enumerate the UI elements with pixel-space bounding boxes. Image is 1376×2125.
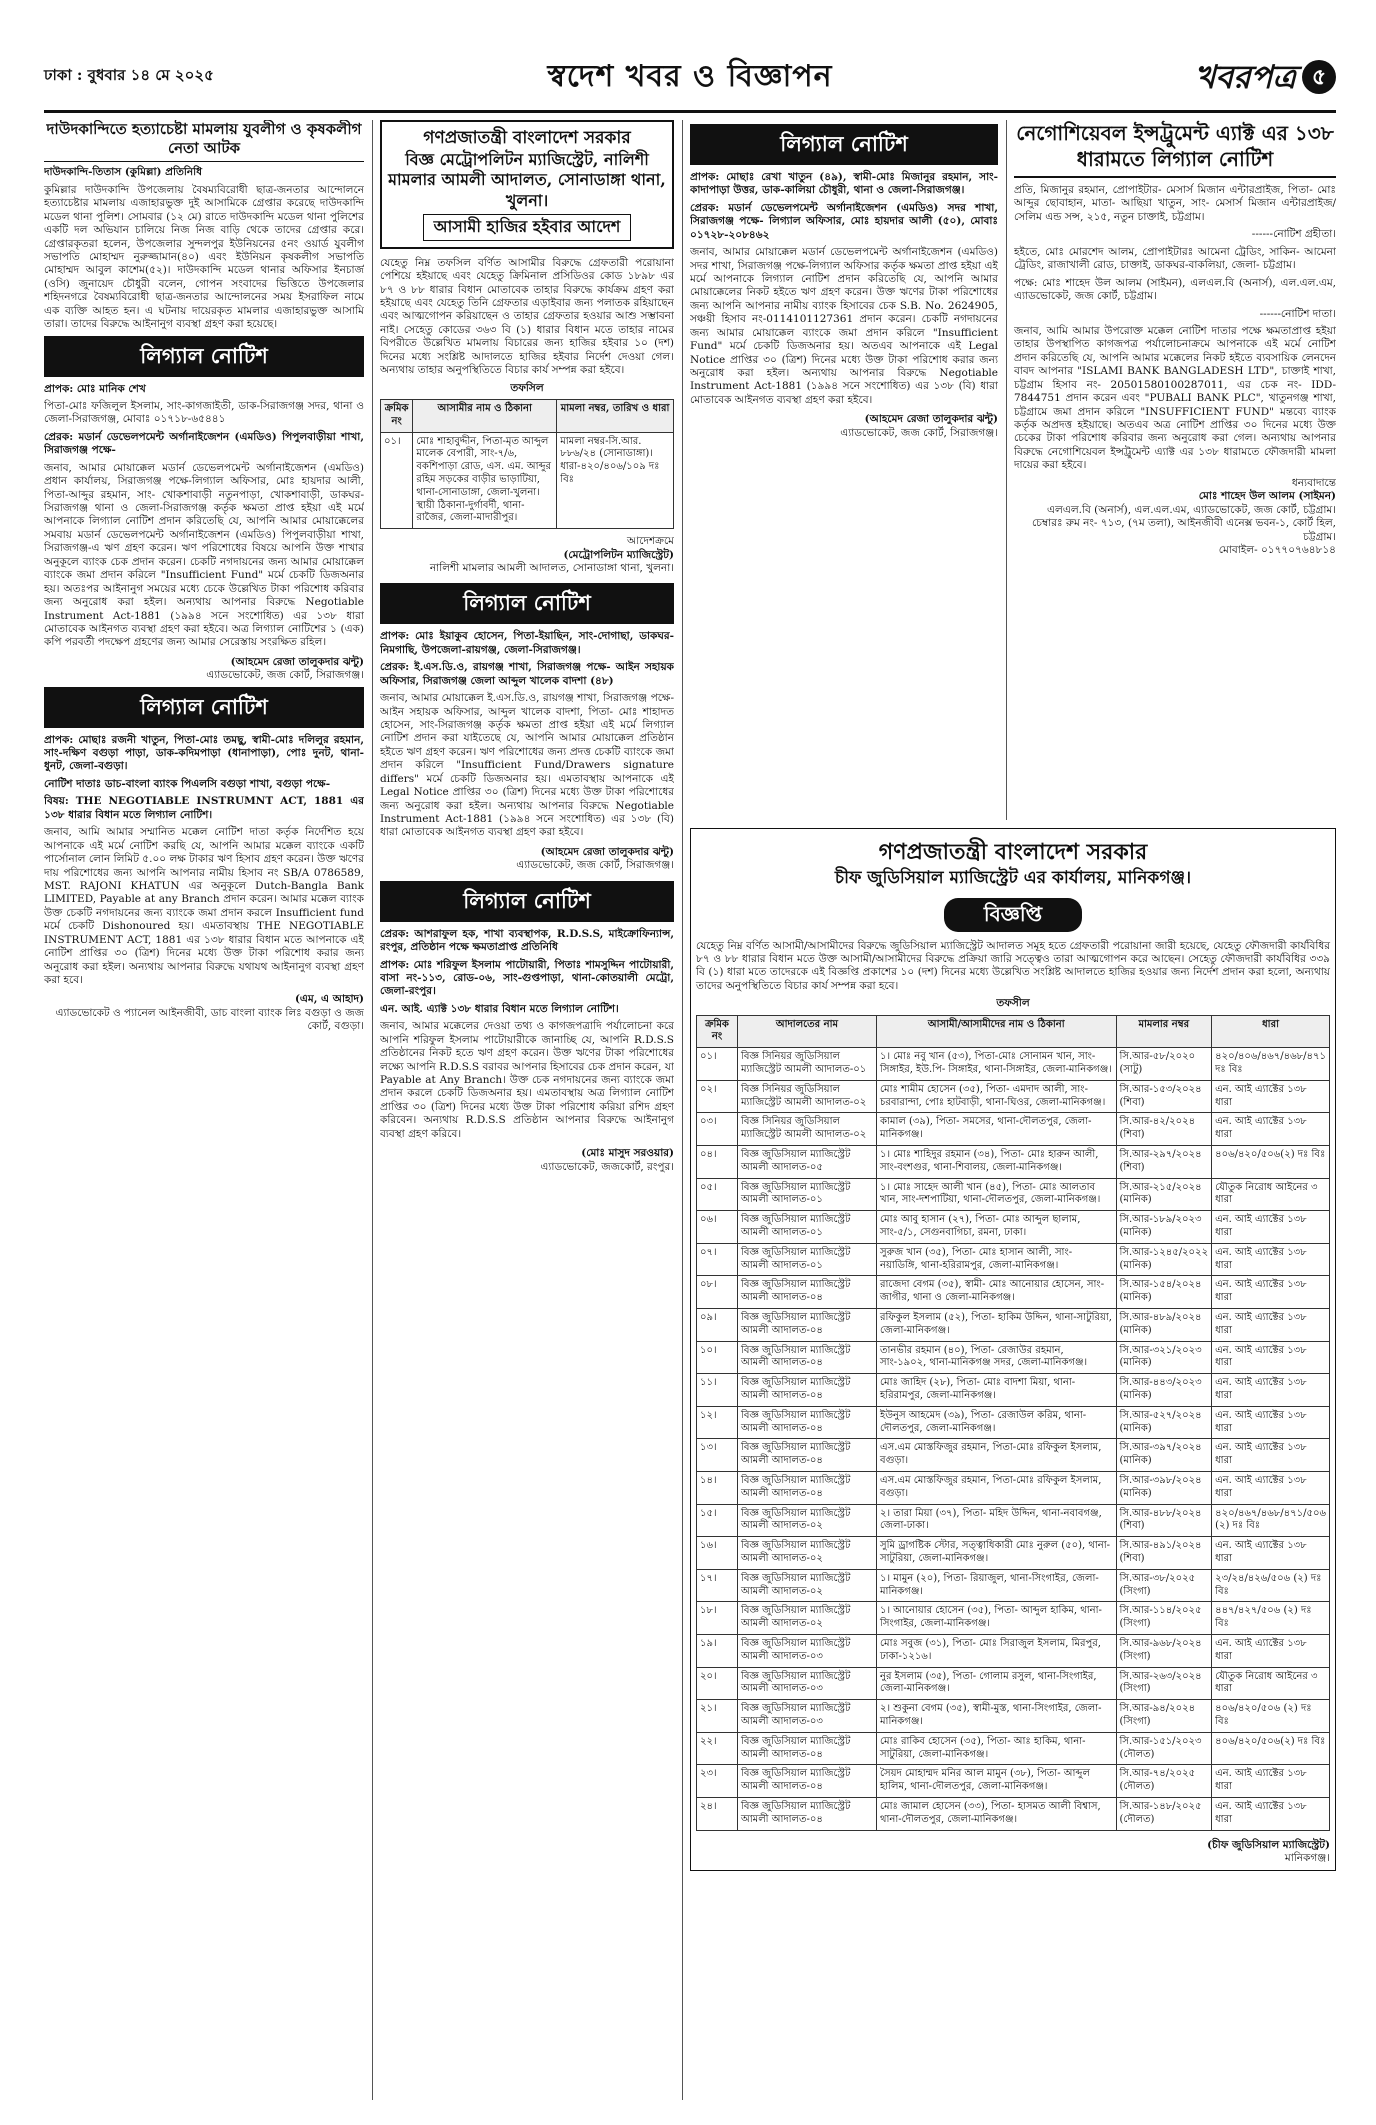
table-cell: বিজ্ঞ জুডিসিয়াল ম্যাজিস্ট্রেট আমলী আদালত-০৪ [738,1797,877,1830]
notice-body: জনাব, আমার মোয়াক্কেল মডার্ন ডেভেলপমেন্ট অর্গানাইজেশন (এমডিও) সদর শাখা, সিরাজগঞ্জ পক্ষে-লিগ্যাল অফিসার কর্তৃক ক্ষমতা প্রাপ্ত হইয়া এই মর্মে আপনাকে লিগ্যাল নোটিশ প্রদান করিতেছি যে, আপনি আমার মোয়াক্কেলের নিকট হইতে ঋণ গ্রহণ করেন। উক্ত ঋণের টাকা পরিশোধের জন্য আপনি আপনার নামীয় ব্যাংক হিসাবের চেক S.B. No. 2624905, সঞ্চয়ী হিসাব নং-0114101127361 প্রদান করেন। চেকটি নগদায়নের জন্য আমার মোয়াক্কেল ব্যাংকে জমা প্রদান করিলে "Insufficient Fund" মর্মে চেকটি ডিজঅনার হয়। অতএব আপনাকে এই Legal Notice প্রাপ্তির ৩০ (ত্রিশ) দিনের মধ্যে উক্ত টাকা পরিশোধ করার জন্য অনুরোধ করা হইল। অন্যথায় আপনার বিরুদ্ধে Negotiable Instrument Act-1881 (১৯৯৪ সনে সংশোধিত) এর ১৩৮ (বি) ধারা মোতাবেক আইনগত ব্যবস্থা গ্রহণ করা হইবে। [690,246,998,406]
notice-recipient: প্রাপক: মোঃ শরিফুল ইসলাম পাটোয়ারী, পিতাঃ শামসুদ্দিন পাটোয়ারী, বাসা নং-১১৩, রোড-০৬, সাং-গুপ্তপাড়া, থানা-কোতয়ালী মেট্রো, জেলা-রংপুর। [380,958,674,998]
table-cell: ৪০৬/৪২০/৫০৬ (২) দঃ বিঃ [1212,1700,1330,1733]
notice-pill: বিজ্ঞপ্তি [944,898,1082,932]
table-cell: বিজ্ঞ জুডিসিয়াল ম্যাজিস্ট্রেট আমলী আদালত-০৪ [738,1765,877,1798]
table-cell: ২৩। [697,1765,738,1798]
table-cell: সুমি ড্রাগষ্টিক স্টোর, সত্ত্বাধিকারী মোঃ নুরুল (৫০), থানা-সাটুরিয়া, জেলা-মানিকগঞ্জ। [877,1537,1117,1570]
legal-notice [44,687,364,1034]
table-cell: বিজ্ঞ জুডিসিয়াল ম্যাজিস্ট্রেট আমলী আদালত-০৪ [738,1309,877,1342]
table-cell: এন. আই এ্যাক্টের ১৩৮ ধারা [1212,1276,1330,1309]
table-cell: ০৫। [697,1178,738,1211]
table-header-row [697,1015,1330,1048]
table-cell: সি.আর-৪৮৯/২০২৪ (মানিক) [1116,1309,1212,1342]
table-row [697,1374,1330,1407]
table-cell: ০১। [697,1048,738,1081]
table-cell: যৌতুক নিরোধ আইনের ৩ ধারা [1212,1178,1330,1211]
table-row [697,1048,1330,1081]
table-cell: রফিকুল ইসলাম (৫২), পিতা- হাকিম উদ্দিন, থানা-সাটুরিয়া, জেলা-মানিকগঞ্জ। [877,1309,1117,1342]
table-cell: ৪০৬/৪২০/৫০৬(২) দঃ বিঃ [1212,1146,1330,1179]
table-cell: ১৬। [697,1537,738,1570]
gov-sign-3: নালিশী মামলার আমলী আদালত, সোনাডাঙ্গা থানা, খুলনা। [429,562,674,575]
table-cell: ২৪। [697,1797,738,1830]
table-cell: সি.আর-১১৪/২০২৫ (সিংগা) [1116,1602,1212,1635]
table-cell: সি.আর-২৯৭/২০২৪ (শিবা) [1116,1146,1212,1179]
table-cell: ১। মোঃ নবু খান (৫৩), পিতা-মোঃ সোনামন খান, সাং- সিঙ্গাইর, ইউ.পি- সিঙ্গাইর, থানা-সিঙ্গাইর, জেলা-মানিকগঞ্জ। [877,1048,1117,1081]
notice-subject: বিষয়: THE NEGOTIABLE INSTRUMNT ACT, 1881 এর ১৩৮ ধারার বিধান মতে লিগ্যাল নোটিশ। [44,795,364,821]
notice-signature-sub: এ্যাডভোকেট, জজকোর্ট, রংপুর। [540,1160,674,1173]
table-row [697,1765,1330,1798]
notice-banner: লিগ্যাল নোটিশ [380,583,674,624]
section-title: স্বদেশ খবর ও বিজ্ঞাপন [547,59,833,94]
table-cell: ০৪। [697,1146,738,1179]
table-cell: সি.আর-১৫৪/২০২৪ (মানিক) [1116,1276,1212,1309]
table-row [697,1211,1330,1244]
notice-via: পক্ষে: মোঃ শাহেদ উল আলম (সাইমন), এলএল.বি (অনার্স), এল.এল.এম, এ্যাডভোকেট, জজ কোর্ট, চট্টগ্রাম। [1014,276,1336,303]
court-sign-1: (চীফ জুডিসিয়াল ম্যাজিস্ট্রেট) [1207,1838,1330,1851]
table-cell: এন. আই এ্যাক্টের ১৩৮ ধারা [1212,1113,1330,1146]
table-cell: ০৮। [697,1276,738,1309]
table-cell: ০২। [697,1080,738,1113]
court-table [696,1015,1330,1831]
table-cell: সি.আর-৫৮/২০২০ (সাটু) [1116,1048,1212,1081]
table-cell: মামলা নম্বর-সি.আর. ৮৮৬/২৪ (সোনাডাঙ্গা)। ধারা-৪২০/৪০৬/১০৯ দঃ বিঃ [557,432,674,529]
court-notice [690,828,1336,2100]
table-cell: বিজ্ঞ জুডিসিয়াল ম্যাজিস্ট্রেট আমলী আদালত-০৪ [738,1406,877,1439]
notice-body: জনাব, আমার মোয়াক্কেল ই.এস.ডি.ও, রায়গঞ্জ শাখা, সিরাজগঞ্জ পক্ষে- আইন সহায়ক অফিসার, আব্দুল খালেক বাদশা, পিতা- মোঃ শাহাদত হোসেন, সাং-সিরাজগঞ্জ কর্তৃক ক্ষমতা প্রাপ্ত হইয়া এই মর্মে লিগ্যাল নোটিশ প্রদান করা যাইতেছে যে, আপনি আমার মোয়াক্কেল প্রতিষ্ঠান হইতে ঋণ গ্রহণ করেন। ঋণ পরিশোধের জন্য প্রদত্ত চেকটি ব্যাংকে জমা প্রদান করিলে "Insufficient Fund/Drawers signature differs" মর্মে চেকটি ডিজঅনার হয়। এমতাবস্থায় আপনাকে এই Legal Notice প্রাপ্তির ৩০ (ত্রিশ) দিনের মধ্যে উক্ত টাকা পরিশোধের জন্য অনুরোধ করা হইল। অন্যথায় আপনার বিরুদ্ধে Negotiable Instrument Act-1881 (১৯৯৪ সনে সংশোধিত) এর ১৩৮ (বি) ধারা মোতাবেক আইনগত ব্যবস্থা গ্রহণ করা হইবে। [380,692,674,839]
table-cell: বিজ্ঞ সিনিয়র জুডিসিয়াল ম্যাজিস্ট্রেট আমলী আদালত-০২ [738,1080,877,1113]
table-cell: এন. আই এ্যাক্টের ১৩৮ ধারা [1212,1211,1330,1244]
table-row [697,1080,1330,1113]
signature-4: চেম্বারঃ রুম নং- ৭১৩, (৭ম তলা), আইনজীবী এনেক্স ভবন-১, কোর্ট হিল, চট্টগ্রাম। [1032,517,1336,543]
notice-body: জনাব, আমার মোয়াক্কেল মডার্ন ডেভেলপমেন্ট অর্গানাইজেশন (এমডিও) প্রধান কার্যালয়, সিরাজগঞ্জ পক্ষে-লিগ্যাল অফিসার, মোঃ হায়দার আলী, পিতা-আব্দুর রহমান, সাং- খোকশাবাড়ী নতুনপাড়া, খোকশাবাড়ী, ডাকঘর-সিরাজগঞ্জ থানা ও জেলা-সিরাজগঞ্জ কর্তৃক ক্ষমতা প্রাপ্ত হইয়া এই মর্মে আপনাকে লিগ্যাল নোটিশ প্রদান করিতেছি যে, আপনি আমার মোয়াক্কেলের সমবায় মডার্ন ডেভেলপমেন্ট অর্গানাইজেশন (এমডিও) পিপুলবাড়ীয়া শাখা, সিরাজগঞ্জ-এ ঋণ গ্রহণ করেন। ঋণ পরিশোধের বিষয়ে আপনি উক্ত শাখার অনুকূলে ব্যাংক চেক প্রদান করেন। চেকটি নগদায়নের জন্য আমার মোয়াক্কেল ব্যাংকে জমা প্রদান করিলে "Insufficient Fund" মর্মে চেকটি ডিজঅনার হয়। অতঃপর আইনানুগ সময়ের মধ্যে চেকে উল্লেখিত টাকা পরিশোধ করিবার জন্য অনুরোধ করা হইল। অন্যথায় আপনার বিরুদ্ধে Negotiable Instrument Act-1881 (১৯৯৪ সনে সংশোধিত) এর ১৩৮ ধারা মোতাবেক আইনগত ব্যবস্থা গ্রহণ করা হইবে। অত্র লিগ্যাল নোটিশের ১ (এক) কপি পরবর্তী পদক্ষেপ গ্রহণের জন্য আমার সেরেস্তায় সংরক্ষিত রহিল। [44,461,364,649]
gov-title: গণপ্রজাতন্ত্রী বাংলাদেশ সরকার [423,128,631,148]
table-cell: কামাল (৩৯), পিতা- সমসের, থানা-দৌলতপুর, জেলা-মানিকগঞ্জ। [877,1113,1117,1146]
table-cell: বিজ্ঞ জুডিসিয়াল ম্যাজিস্ট্রেট আমলী আদালত-০৩ [738,1634,877,1667]
signature-2: মোঃ শাহেদ উল আলম (সাইমন) [1198,490,1336,503]
table-row [697,1276,1330,1309]
court-office: চীফ জুডিসিয়াল ম্যাজিস্ট্রেট এর কার্যালয়, মানিকগঞ্জ। [834,868,1192,889]
table-cell: সি.আর-৩৯৮/২০২৪ (মানিক) [1116,1472,1212,1505]
paper-logo [1194,54,1336,95]
court-name: বিজ্ঞ মেট্রোপলিটন ম্যাজিস্ট্রেট, নালিশী মামলার আমলী আদালত, সোনাডাঙ্গা থানা, খুলনা। [388,149,666,210]
schedule-table [380,399,674,529]
notice-sender: প্রেরক: আশরাফুল হক, শাখা ব্যবস্থাপক, R.D.S.S, মাইক্রোফিন্যান্স, রংপুর, প্রতিষ্ঠান পক্ষে ক্ষমতাপ্রাপ্ত প্রতিনিধি [380,927,674,954]
notice-body: জনাব, আমি আমার উপরোক্ত মক্কেল নোটিশ দাতার পক্ষে ক্ষমতাপ্রাপ্ত হইয়া তাহার উপস্থাপিত কাগজপত্র পর্যালোচনাক্রমে আপনাকে এই মর্মে নোটিশ প্রদান করিতেছি যে, আপনি আমার মক্কেলের নিকট হইতে ব্যবসায়িক লেনদেন বাবদ আপনার "ISLAMI BANK BANGLADESH LTD", চাক্তাই শাখা, চট্টগ্রাম হিসাব নং- 20501580100287011, এর চেক নং- IDD-7844751 প্রদান করেন এবং "PUBALI BANK PLC", খাতুনগঞ্জ শাখা, চট্টগ্রামে জমা প্রদান করিলে "INSUFFICIENT FUND" মন্তব্যে ব্যাংক কর্তৃক অপ্রদত্ত হইয়াছে। অতএব অত্র নোটিশ প্রাপ্তির ৩০ দিনের মধ্যে উক্ত চেকের টাকা পরিশোধ করিবার জন্য অনুরোধ করা গেল। অন্যথায় আপনার বিরুদ্ধে নেগোশিয়েবল ইন্সট্রুমেন্ট এ্যাক্ট এর ১৩৮ ধারামতে ফৌজদারী মামলা দায়ের করা হইবে। [1014,324,1336,472]
column-header: ধারা [1212,1015,1330,1048]
table-cell: মোঃ জাহিদ (২৮), পিতা- মোঃ বাদশা মিয়া, থানা-হরিরামপুর, জেলা-মানিকগঞ্জ। [877,1374,1117,1407]
legal-notice [44,336,364,683]
signature-5: মোবাইল- ০১৭৭০৭৬৪৮১৪ [1218,543,1336,556]
column-divider [372,120,373,2100]
table-cell: সি.আর-৩২১/২০২৩ (মানিক) [1116,1341,1212,1374]
court-sign-2: মানিকগঞ্জ। [1284,1851,1330,1864]
notice-to: প্রতি, মিজানুর রহমান, প্রোপাইটার- মেসার্স মিজান এন্টারপ্রাইজ, পিতা- মোঃ আব্দুর ছোবাহান, মাতা- আছিয়া খাতুন, সাং- মেসার্স মিজান এন্টারপ্রাইজ/সেলিম এন্ড সন্স, ২১৫, নতুন চাক্তাই, চট্টগ্রাম। [1014,184,1336,223]
table-cell: বিজ্ঞ জুডিসিয়াল ম্যাজিস্ট্রেট আমলী আদালত-০১ [738,1211,877,1244]
table-cell: ০৭। [697,1243,738,1276]
table-row [697,1439,1330,1472]
table-cell: ১৪। [697,1472,738,1505]
notice-signature-sub: এ্যাডভোকেট, জজ কোর্ট, সিরাজগঞ্জ। [516,859,674,872]
table-cell: এন. আই এ্যাক্টের ১৩৮ ধারা [1212,1797,1330,1830]
table-row [697,1667,1330,1700]
table-cell: বিজ্ঞ জুডিসিয়াল ম্যাজিস্ট্রেট আমলী আদালত-০৪ [738,1439,877,1472]
table-row [697,1537,1330,1570]
signature-1: ধন্যবাদান্তে [1291,476,1336,489]
table-cell: মোঃ আবু হাসান (২৭), পিতা- মোঃ আব্দুল ছালাম, সাং-৫/১, সেগুনবাগিচা, রমনা, ঢাকা। [877,1211,1117,1244]
paper-name: খবরপত্র [1194,57,1296,96]
court-gov-title: গণপ্রজাতন্ত্রী বাংলাদেশ সরকার [878,839,1148,865]
notice-signature-sub: এ্যাডভোকেট, জজ কোর্ট, সিরাজগঞ্জ। [206,669,364,682]
column-4 [1014,120,1336,820]
column-header: মামলার নম্বর [1116,1015,1212,1048]
notice-signature: (এম, এ আহাদ) [294,993,364,1006]
table-cell: সি.আর-৩৯৭/২০২৪ (মানিক) [1116,1439,1212,1472]
table-cell: এস.এম মোস্তফিজুর রহমান, পিতা-মোঃ রফিকুল ইসলাম, বগুড়া। [877,1472,1117,1505]
table-cell: ১৩। [697,1439,738,1472]
table-cell: এন. আই এ্যাক্টের ১৩৮ ধারা [1212,1243,1330,1276]
column-2 [380,120,674,2100]
table-cell: সি.আর-২৬৩/২০২৪ (সিংগা) [1116,1667,1212,1700]
table-cell: মোঃ শাহাবুদ্দীন, পিতা-মৃত আব্দুল মালেক বেপারী, সাং-৭/৬, বকশিপাড়া রোড, এস. এম. আব্দুর রহিম সড়কের বাড়ীর ভাড়াটিয়া, থানা-সোনাডাঙ্গা, জেলা-খুলনা। স্থায়ী ঠিকানা-দুর্গাবর্দী, থানা-রাজৈর, জেলা-মাদারীপুর। [413,432,557,529]
table-cell: ১৮। [697,1602,738,1635]
notice-banner: লিগ্যাল নোটিশ [690,124,998,165]
table-cell: সি.আর-১২৪৫/২০২২ (মানিক) [1116,1243,1212,1276]
order-title: আসামী হাজির হইবার আদেশ [423,214,632,240]
table-row [697,1406,1330,1439]
table-cell: ২১। [697,1700,738,1733]
table-cell: সি.আর-৯৪/২০২৪ (সিংগা) [1116,1700,1212,1733]
table-cell: তানভীর রহমান (৪০), পিতা- রেজাউর রহমান, সাং-১৯০২, থানা-মানিকগঞ্জ সদর, জেলা-মানিকগঞ্জ। [877,1341,1117,1374]
table-cell: ১৯। [697,1634,738,1667]
table-cell: রাজেদা বেগম (৩৫), স্বামী- মোঃ আনোয়ার হোসেন, সাং- জাগীর, থানা ও জেলা-মানিকগঞ্জ। [877,1276,1117,1309]
table-cell: যৌতুক নিরোধ আইনের ৩ ধারা [1212,1667,1330,1700]
table-cell: ১২। [697,1406,738,1439]
table-cell: মোঃ সবুজ (৩১), পিতা- মোঃ সিরাজুল ইসলাম, মিরপুর, ঢাকা-১২১৬। [877,1634,1117,1667]
table-cell: বিজ্ঞ জুডিসিয়াল ম্যাজিস্ট্রেট আমলী আদালত-০৪ [738,1732,877,1765]
notice-signature-sub: এ্যাডভোকেট, জজ কোর্ট, সিরাজগঞ্জ। [840,426,998,439]
legal-notice [380,881,674,1174]
table-cell: সি.আর-১৮৯/২০২৩ (মানিক) [1116,1211,1212,1244]
table-cell: বিজ্ঞ সিনিয়র জুডিসিয়াল ম্যাজিস্ট্রেট আমলী আদালত-০২ [738,1113,877,1146]
notice-signature: (মোঃ মাসুদ সরওয়ার) [581,1147,674,1160]
table-cell: এন. আই এ্যাক্টের ১৩৮ ধারা [1212,1309,1330,1342]
notice-banner: লিগ্যাল নোটিশ [380,881,674,922]
notice-recipient: প্রাপক: মোঃ ইয়াকুব হোসেন, পিতা-ইয়াছিন, সাং-দোগাছা, ডাকঘর-নিমগাছি, উপজেলা-রায়গঞ্জ, জেলা-সিরাজগঞ্জ। [380,630,674,656]
table-row [697,1341,1330,1374]
table-cell: সুরুজ খান (৩৫), পিতা- মোঃ হাসান আলী, সাং- নয়াডিঙ্গি, থানা-হরিরামপুর, জেলা-মানিকগঞ্জ। [877,1243,1117,1276]
table-row [697,1146,1330,1179]
table-cell: বিজ্ঞ জুডিসিয়াল ম্যাজিস্ট্রেট আমলী আদালত-০২ [738,1602,877,1635]
table-cell: ১০। [697,1341,738,1374]
notice-from: হইতে, মোঃ মোরশেদ আলম, প্রোপাইটারঃ আমেনা ট্রেডিং, সাকিন- আমেনা ট্রেডিং, রাজাখালী রোড, চাক্তাই, ডাকঘর-বাকলিয়া, জেলা- চট্টগ্রাম। [1014,245,1336,272]
masthead [44,52,1336,113]
notice-address: পিতা-মোঃ ফজিলুল ইসলাম, সাং-কাগজাইতী, ডাক-সিরাজগঞ্জ সদর, থানা ও জেলা-সিরাজগঞ্জ, মোবাঃ ০১৭১৮-৬৫৪৪১ [44,399,364,426]
schedule-title: তফসীল [996,997,1030,1010]
table-cell: মোঃ রাকিব হোসেন (৩৫), পিতা- আঃ হাকিম, থানা-সাটুরিয়া, জেলা-মানিকগঞ্জ। [877,1732,1117,1765]
table-cell: এন. আই এ্যাক্টের ১৩৮ ধারা [1212,1080,1330,1113]
table-row [697,1309,1330,1342]
table-row [697,1504,1330,1537]
column-divider [1006,120,1007,820]
notice-recipient: প্রাপক: মোঃ মানিক শেখ [44,382,146,395]
table-cell: এন. আই এ্যাক্টের ১৩৮ ধারা [1212,1341,1330,1374]
news-headline: দাউদকান্দিতে হত্যাচেষ্টা মামলায় যুবলীগ ও কৃষকলীগ নেতা আটক [44,120,364,162]
notice-sender: প্রেরক: মডার্ন ডেভেলপমেন্ট অর্গানাইজেশন (এমডিও) সদর শাখা, সিরাজগঞ্জ পক্ষে- লিগ্যাল অফিসার, মোঃ হায়দার আলী (৫০), মোবাঃ ০১৭২৮-২০৮৪৬২ [690,201,998,241]
table-cell: সি.আর-৯৬৮/২০২৪ (সিংগা) [1116,1634,1212,1667]
table-cell: নুর ইসলাম (৩৫), পিতা- গোলাম রসুল, থানা-সিংগাইর, জেলা-মানিকগঞ্জ। [877,1667,1117,1700]
table-cell: ৪২০/৪০৬/৪৬৭/৪৬৮/৪৭১ দঃ বিঃ [1212,1048,1330,1081]
table-cell: এন. আই এ্যাক্টের ১৩৮ ধারা [1212,1406,1330,1439]
table-cell: ১। মামুন (২০), পিতা- রিয়াজুল, থানা-সিংগাইর, জেলা-মানিকগঞ্জ। [877,1569,1117,1602]
table-cell: ২২। [697,1732,738,1765]
table-cell: বিজ্ঞ জুডিসিয়াল ম্যাজিস্ট্রেট আমলী আদালত-০২ [738,1537,877,1570]
table-row [697,1602,1330,1635]
gov-sign-2: (মেট্রোপলিটন ম্যাজিস্ট্রেট) [563,548,674,561]
notice-signature: (আহমেদ রেজা তালুকদার ঝন্টু) [864,413,998,426]
table-cell: বিজ্ঞ জুডিসিয়াল ম্যাজিস্ট্রেট আমলী আদালত-০৪ [738,1472,877,1505]
table-cell: ২। তারা মিয়া (৩৭), পিতা- মহিদ উদ্দিন, থানা-নবাবগঞ্জ, জেলা-ঢাকা। [877,1504,1117,1537]
signature-3: এলএল.বি (অনার্স), এল.এল.এম, এ্যাডভোকেট, জজ কোর্ট, চট্টগ্রাম। [1047,503,1336,516]
table-cell: ২। শুকুনা বেগম (৩৫), স্বামী-মুস্ত, থানা-সিংগাইর, জেলা-মানিকগঞ্জ। [877,1700,1117,1733]
column-header: ক্রমিক নং [381,400,413,433]
table-row [697,1472,1330,1505]
notice-banner: লিগ্যাল নোটিশ [44,687,364,728]
table-row [381,432,674,529]
table-cell: বিজ্ঞ জুডিসিয়াল ম্যাজিস্ট্রেট আমলী আদালত-০৪ [738,1276,877,1309]
table-cell: বিজ্ঞ জুডিসিয়াল ম্যাজিস্ট্রেট আমলী আদালত-০৫ [738,1146,877,1179]
table-cell: ১৫। [697,1504,738,1537]
notice-subject: এন. আই. এ্যাক্ট ১৩৮ ধারার বিধান মতে লিগ্যাল নোটিশ। [380,1002,619,1015]
table-cell: বিজ্ঞ জুডিসিয়াল ম্যাজিস্ট্রেট আমলী আদালত-০১ [738,1178,877,1211]
table-cell: ০৩। [697,1113,738,1146]
table-cell: বিজ্ঞ জুডিসিয়াল ম্যাজিস্ট্রেট আমলী আদালত-০৩ [738,1700,877,1733]
table-cell: সি.আর-১৪৮/২০২৫ (দৌলত) [1116,1797,1212,1830]
news-dateline: দাউদকান্দি-তিতাস (কুমিল্লা) প্রতিনিধি [44,166,202,179]
column-1 [44,120,364,2100]
table-cell: ১। মোঃ সাহেদ আলী খান (৪৫), পিতা- মোঃ আলতাব খান, সাং-দশপাটিয়া, থানা-দৌলতপুর, জেলা-মানিকগঞ্জ। [877,1178,1117,1211]
table-cell: এন. আই এ্যাক্টের ১৩৮ ধারা [1212,1472,1330,1505]
table-cell: এন. আই এ্যাক্টের ১৩৮ ধারা [1212,1634,1330,1667]
table-row [697,1113,1330,1146]
news-body: কুমিল্লার দাউদকান্দি উপজেলায় বৈষম্যবিরোধী ছাত্র-জনতার আন্দোলনে হত্যাচেষ্টার মামলায় এজাহারভুক্ত দুই আসামিকে গ্রেপ্তার করেছে দাউদকান্দি মডেল থানা পুলিশ। সোমবার (১২ মে) রাতে দাউদকান্দি মডেল থানা পুলিশের একটি দল অভিযান চালিয়ে নিজ নিজ বাড়ি থেকে তাদের গ্রেপ্তার করে। গ্রেপ্তারকৃতরা হলেন, উপজেলার সুন্দলপুর ইউনিয়নের ৫নং ওয়ার্ড যুবলীগ সভাপতি মোহাম্মদ নুরুজ্জামান(৪০) এবং ইউনিয়ন কৃষকলীগ সভাপতি মোহাম্মদ আবুল কাশেম(৫২)। দাউদকান্দি মডেল থানার অফিসার ইনচার্জ (ওসি) জুনায়েদ চৌধুরী বলেন, গোপন সংবাদের ভিত্তিতে উপজেলার শহিদনগরে বৈষম্যবিরোধী ছাত্র-জনতার আন্দোলনের সময় ইসরাফিল নামে এক ব্যক্তি আহত হন। এ ঘটনায় দায়েরকৃত মামলার এজাহারভুক্ত আসামি তারা। তাদের বিরুদ্ধে আইনানুগ ব্যবস্থা গ্রহণ করা হয়েছে। [44,183,364,331]
notice-recipient: প্রাপক: মোছাঃ রেখা খাতুন (৪৯), স্বামী-মোঃ মিজানুর রহমান, সাং-কাদাপাড়া উত্তর, ডাক-কালিয়া চৌধুরী, থানা ও জেলা-সিরাজগঞ্জ। [690,170,998,197]
table-cell: ১৭। [697,1569,738,1602]
table-cell: মোঃ জামাল হোসেন (৩৩), পিতা- হাসমত আলী বিশ্বাস, থানা-দৌলতপুর, জেলা-মানিকগঞ্জ। [877,1797,1117,1830]
page-number: ৫ [1302,60,1336,94]
table-cell: সৈয়দ মোহাম্মদ মনির আল মামুন (৩৮), পিতা- আব্দুল হালিম, থানা-দৌলতপুর, জেলা-মানিকগঞ্জ। [877,1765,1117,1798]
notice-to-tag: ------নোটিশ গ্রহীতা। [1251,228,1336,241]
table-cell: বিজ্ঞ জুডিসিয়াল ম্যাজিস্ট্রেট আমলী আদালত-০৪ [738,1374,877,1407]
notice-sender: প্রেরক: ই.এস.ডি.ও, রায়গঞ্জ শাখা, সিরাজগঞ্জ পক্ষে- আইন সহায়ক অফিসার, সিরাজগঞ্জ জেলা আব্দুল খালেক বাদশা (৪৮) [380,661,674,687]
table-row [697,1700,1330,1733]
table-cell: ৪৪৭/৪২৭/৫০৬ (২) দঃ বিঃ [1212,1602,1330,1635]
column-header: আদালতের নাম [738,1015,877,1048]
table-cell: মোঃ শামীম হোসেন (৩৫), পিতা- এমদাদ আলী, সাং- চরবারান্দা, পোঃ হাটবাড়ী, থানা-ঘিওর, জেলা-মানিকগঞ্জ। [877,1080,1117,1113]
notice-recipient: প্রাপক: মোছাঃ রজনী খাতুন, পিতা-মোঃ তমছু, স্বামী-মোঃ দলিলুর রহমান, সাং-দক্ষিণ বগুড়া পাড়া, ডাক-কদিমপাড়া (ধানাপাড়া), পোঃ দুনট, থানা-ধুনট, জেলা-বগুড়া। [44,733,364,773]
table-header-row [381,400,674,433]
gov-notice-body: যেহেতু নিম্ন তফসিল বর্ণিত আসামীর বিরুদ্ধে গ্রেফতারী পরোয়ানা পেশিয়ে হইয়াছে এবং যেহেতু ক্রিমিনাল প্রসিডিওর কোড ১৮৯৮ এর ৮৭ ও ৮৮ ধারার বিধান মোতাবেক তাহার বিরুদ্ধে কার্যক্রম গ্রহণ করা হইয়াছে এবং যেহেতু তিনি গ্রেফতার এড়াইবার জন্য পলাতক রহিয়াছেন এবং আত্মগোপন করিয়াছেন ও তাহার গ্রেফতার হওয়ার আশু সম্ভাবনা নাই। সেহেতু কোডের ৩৬৩ বি (১) ধারার বিধান মতে তাহার নামের বিপরীতে উল্লেখিত মামলায় বিচারের জন্য হাজির হইবার ১০ (দশ) দিনের মধ্যে সংশ্লিষ্ট আদালতে হাজির হইবার নির্দেশ দেওয়া গেল। অন্যথায় তাহার অনুপস্থিতিতে বিচার কার্য সম্পন্ন করা হইবে। [380,256,674,377]
table-cell: এন. আই এ্যাক্টের ১৩৮ ধারা [1212,1765,1330,1798]
schedule-title: তফসিল [510,381,544,394]
table-row [697,1178,1330,1211]
table-cell: ০১। [381,432,413,529]
table-cell: এন. আই এ্যাক্টের ১৩৮ ধারা [1212,1439,1330,1472]
dateline: ঢাকা : বুধবার ১৪ মে ২০২৫ [44,66,214,84]
table-cell: বিজ্ঞ জুডিসিয়াল ম্যাজিস্ট্রেট আমলী আদালত-০১ [738,1243,877,1276]
notice-via-tag: ------নোটিশ দাতা। [1259,307,1336,320]
table-cell: সি.আর-৪২/২০২৪ (শিবা) [1116,1113,1212,1146]
table-cell: বিজ্ঞ জুডিসিয়াল ম্যাজিস্ট্রেট আমলী আদালত-০২ [738,1504,877,1537]
table-cell: ১। মোঃ শাহিদুর রহমান (৩৪), পিতা- মোঃ হারুন আলী, সাং-বংশগুর, থানা-শিবালয়, জেলা-মানিকগঞ্জ। [877,1146,1117,1179]
table-cell: ইউনুস আহমেদ (৩৯), পিতা- রেজাউল করিম, থানা-দৌলতপুর, জেলা-মানিকগঞ্জ। [877,1406,1117,1439]
table-row [697,1732,1330,1765]
ni-act-notice-title: নেগোশিয়েবল ইন্সট্রুমেন্ট এ্যাক্ট এর ১৩৮ ধারামতে লিগ্যাল নোটিশ [1014,120,1336,178]
notice-sender: নোটিশ দাতাঃ ডাচ-বাংলা ব্যাংক পিএলসি বগুড়া শাখা, বগুড়া পক্ষে- [44,777,331,790]
table-cell: এস.এম মোস্তফিজুর রহমান, পিতা-মোঃ রফিকুল ইসলাম, বগুড়া। [877,1439,1117,1472]
column-3 [690,120,998,820]
table-cell: সি.আর-২১৫/২০২৪ (মানিক) [1116,1178,1212,1211]
notice-signature: (আহমেদ রেজা তালুকদার ঝন্টু) [230,655,364,668]
table-cell: ০৯। [697,1309,738,1342]
table-cell: সি.আর-১৫৩/২০২৪ (শিবা) [1116,1080,1212,1113]
table-cell: বিজ্ঞ জুডিসিয়াল ম্যাজিস্ট্রেট আমলী আদালত-০৩ [738,1667,877,1700]
table-cell: বিজ্ঞ জুডিসিয়াল ম্যাজিস্ট্রেট আমলী আদালত-০২ [738,1569,877,1602]
legal-notice [380,583,674,872]
table-cell: এন. আই এ্যাক্টের ১৩৮ ধারা [1212,1374,1330,1407]
table-cell: সি.আর-১৫১/২০২৩ (দৌলত) [1116,1732,1212,1765]
table-cell: ১। আনোয়ার হোসেন (৩৫), পিতা- আব্দুল হাকিম, থানা-সিংগাইর, জেলা-মানিকগঞ্জ। [877,1602,1117,1635]
column-divider [682,120,683,2100]
notice-body: জনাব, আমার মক্কেলের দেওয়া তথ্য ও কাগজপত্রাদি পর্যালোচনা করে আপনি শরিফুল ইসলাম পাটোয়ারীকে জানাচ্ছি যে, আপনি R.D.S.S প্রতিষ্ঠানের নিকট হতে ঋণ গ্রহণ করেন। উক্ত ঋণের টাকা পরিশোধের লক্ষ্যে আপনি R.D.S.S বরাবর আপনার হিসাবের চেক প্রদান করেন, যা Payable at Any Branch। উক্ত চেক নগদায়নের জন্য ব্যাংকে জমা প্রদান করলে চেকটি ডিজঅনার হয়। এমতাবস্থায় অত্র লিগ্যাল নোটিশ প্রাপ্তির ৩০ (ত্রিশ) দিনের মধ্যে উক্ত টাকা পরিশোধ করিয়া রশিদ গ্রহণ করিবেন। অন্যথায় R.D.S.S প্রতিষ্ঠান আপনার বিরুদ্ধে আইনানুগ ব্যবস্থা গ্রহণ করিবে। [380,1020,674,1140]
table-cell: ১১। [697,1374,738,1407]
notice-body: জনাব, আমি আমার সম্মানিত মক্কেল নোটিশ দাতা কর্তৃক নির্দেশিত হয়ে আপনাকে এই মর্মে নোটিশ করছি যে, আপনি আমার মক্কেল ব্যাংকে একটি পার্সোনাল লোন লিমিট ৫.০০ লক্ষ টাকার ঋণ হিসাব গ্রহণ করেন। উক্ত ঋণের দায় পরিশোধের জন্য আপনি আপনার নামীয় হিসাব নং SB/A 0786589, MST. RAJONI KHATUN এর অনুকূলে Dutch-Bangla Bank LIMITED, Payable at any Branch প্রদান করেন। আমার মক্কেল ব্যাংক উক্ত চেকটি নগদায়নের জন্য ব্যাংকে জমা প্রদান করলে Insufficient fund মর্মে চেকটি Dishonoured হয়। এমতাবস্থায় THE NEGOTIABLE INSTRUMENT ACT, 1881 এর ১৩৮ ধারার বিধান মতে আপনাকে এই নোটিশ প্রাপ্তির ৩০ (ত্রিশ) দিনের মধ্যে উক্ত টাকা পরিশোধ করার জন্য অনুরোধ করা হইল। অন্যথায় আপনার বিরুদ্ধে যথাযথ আইনানুগ ব্যবস্থা গ্রহণ করা হবে। [44,826,364,986]
column-header: আসামীর নাম ও ঠিকানা [413,400,557,433]
table-row [697,1797,1330,1830]
column-header: ক্রমিক নং [697,1015,738,1048]
court-notice-frame [690,828,1336,1871]
court-intro: যেহেতু নিম্ন বর্ণিত আসামী/আসামীদের বিরুদ্ধে জুডিসিয়াল ম্যাজিস্ট্রেট আদালত সমূহ হতে গ্রেফতারী পরোয়ানা জারী হয়েছে, যেহেতু ফৌজদারী কার্যবিধির ৮৭ ও ৮৮ ধারার বিধান মতে উক্ত আসামী/আসামীদের বিরুদ্ধে প্রক্রিয়া জারি সত্ত্বেও তারা আত্মগোপন করে আছেন। সেহেতু ফৌজদারী কার্যবিধির ৩৩৯ বি (১) ধারা মতে তাদেরকে এই বিজ্ঞপ্তি প্রকাশের ১০ (দশ) দিনের মধ্যে উল্লেখিত সংশ্লিষ্ট আদালতে হাজির হওয়ার জন্য নির্দেশ প্রদান করা হলো, অন্যথায় তাদের অনুপস্থিতিতে বিচার কার্য সম্পন্ন করা হবে। [696,939,1330,992]
table-cell: সি.আর-৪৪৩/২০২৩ (মানিক) [1116,1374,1212,1407]
table-row [697,1243,1330,1276]
table-cell: ২৩/২৪/৪২৬/৫০৬ (২) দঃ বিঃ [1212,1569,1330,1602]
table-cell: বিজ্ঞ জুডিসিয়াল ম্যাজিস্ট্রেট আমলী আদালত-০৪ [738,1341,877,1374]
column-header: আসামী/আসামীদের নাম ও ঠিকানা [877,1015,1117,1048]
notice-sender: প্রেরক: মডার্ন ডেভেলপমেন্ট অর্গানাইজেশন (এমডিও) পিপুলবাড়ীয়া শাখা, সিরাজগঞ্জ পক্ষে- [44,430,364,457]
gov-notice-header [380,120,674,249]
table-cell: সি.আর-৫২৭/২০২৪ (মানিক) [1116,1406,1212,1439]
column-header: মামলা নম্বর, তারিখ ও ধারা [557,400,674,433]
table-cell: সি.আর-৭৪/২০২৫ (দৌলত) [1116,1765,1212,1798]
table-cell: ৪০৬/৪২০/৫০৬(২) দঃ বিঃ [1212,1732,1330,1765]
table-cell: বিজ্ঞ সিনিয়র জুডিসিয়াল ম্যাজিস্ট্রেট আমলী আদালত-০১ [738,1048,877,1081]
table-cell: ৪২০/৪৬৭/৪৬৮/৪৭১/৫০৬ (২) দঃ বিঃ [1212,1504,1330,1537]
table-row [697,1634,1330,1667]
gov-sign-1: আদেশক্রমে [626,535,674,548]
notice-signature-sub: এ্যাডভোকেট ও প্যানেল আইনজীবী, ডাচ বাংলা ব্যাংক লিঃ বগুড়া ও জজ কোর্ট, বগুড়া। [55,1006,364,1033]
table-cell: ০৬। [697,1211,738,1244]
table-cell: সি.আর-৪৯১/২০২৪ (শিবা) [1116,1537,1212,1570]
table-cell: এন. আই এ্যাক্টের ১৩৮ ধারা [1212,1537,1330,1570]
table-cell: সি.আর-৩৮/২০২৫ (সিংগা) [1116,1569,1212,1602]
table-cell: ২০। [697,1667,738,1700]
table-cell: সি.আর-৪৮৮/২০২৪ (শিবা) [1116,1504,1212,1537]
notice-banner: লিগ্যাল নোটিশ [44,336,364,377]
notice-signature: (আহমেদ রেজা তালুকদার ঝন্টু) [540,845,674,858]
table-row [697,1569,1330,1602]
news-item [44,120,364,332]
